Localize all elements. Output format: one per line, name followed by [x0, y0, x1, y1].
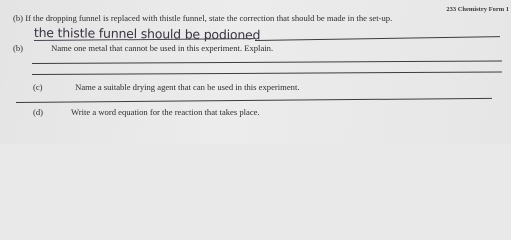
- question-d: [33, 107, 260, 117]
- question-label: (c): [33, 82, 43, 92]
- question-b-main: [13, 13, 392, 23]
- question-b-sub: [13, 43, 273, 53]
- question-label: (b): [13, 43, 24, 53]
- answer-line: [16, 98, 492, 103]
- question-text: Name a suitable drying agent that can be used in this experiment.: [75, 82, 300, 92]
- question-label: (d): [33, 107, 44, 117]
- answer-line: [255, 36, 500, 41]
- exam-header: 233 Chemistry Form 1: [446, 6, 509, 13]
- question-text: If the dropping funnel is replaced with thistle funnel, state the correction that should be made in the set-up.: [25, 13, 393, 23]
- question-text: Write a word equation for the reaction that takes place.: [71, 107, 260, 117]
- question-label: (b): [13, 13, 24, 23]
- handwritten-answer: the thistle funnel should be podioned: [33, 25, 261, 43]
- answer-line: [32, 72, 502, 75]
- question-text: Name one metal that cannot be used in this experiment. Explain.: [51, 43, 274, 53]
- question-c: [33, 82, 299, 92]
- answer-line: [32, 61, 502, 64]
